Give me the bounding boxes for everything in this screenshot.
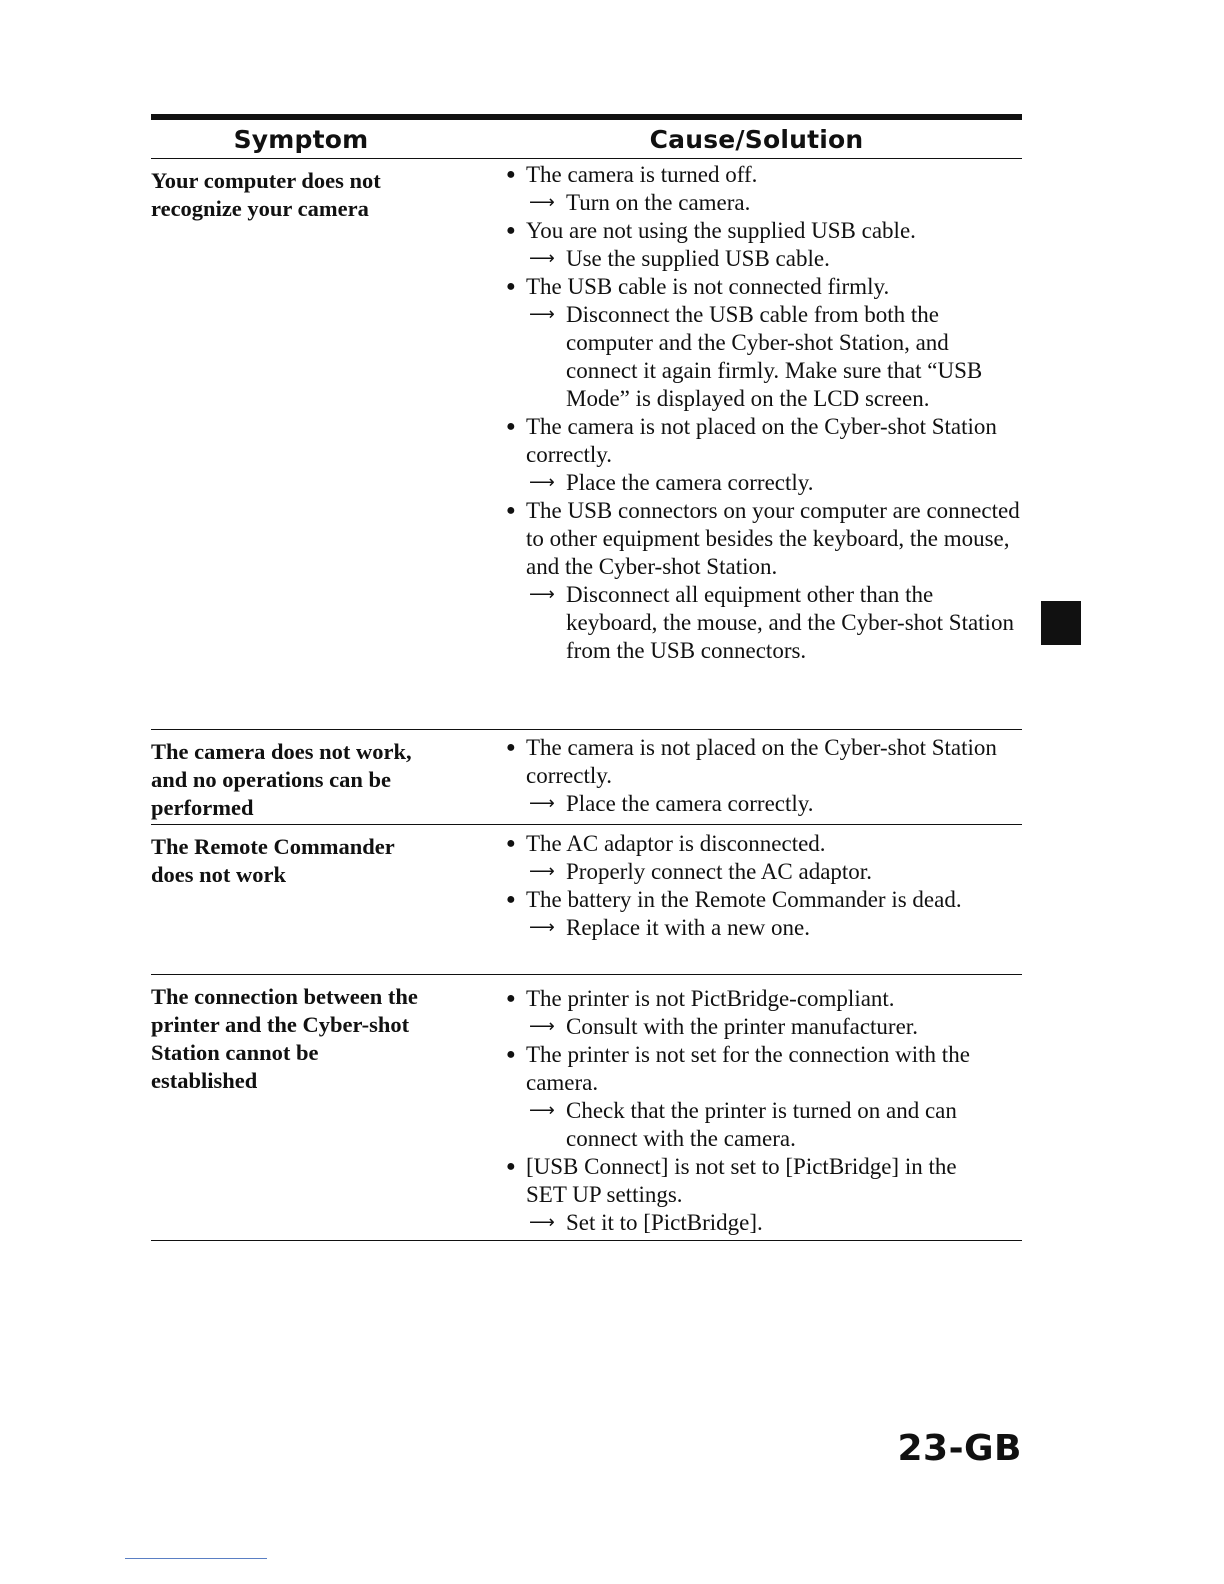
cause-item — [506, 217, 1022, 245]
bullet-icon: ● — [506, 166, 516, 183]
solution-item — [506, 1013, 1022, 1041]
solution-item — [506, 858, 966, 886]
cause-cell — [506, 730, 1022, 824]
bullet-icon: ● — [506, 222, 516, 239]
solution-item — [506, 301, 1022, 413]
bullet-icon: ● — [506, 418, 516, 435]
arrow-right-icon: ⟶ — [529, 1100, 555, 1121]
solution-item — [506, 1209, 1022, 1237]
footer-line — [125, 1558, 267, 1559]
cause-item — [506, 1041, 1022, 1097]
solution-item — [506, 245, 1022, 273]
solution-text: Place the camera correctly. — [566, 791, 814, 816]
arrow-right-icon: ⟶ — [529, 248, 555, 269]
arrow-right-icon: ⟶ — [529, 793, 555, 814]
cause-text: The printer is not PictBridge-compliant. — [526, 986, 895, 1011]
symptom-column-header: Symptom — [233, 124, 369, 154]
bullet-icon: ● — [506, 278, 516, 295]
solution-text: Disconnect the USB cable from both the computer and the Cyber-shot Station, and connect it again firmly. Make sure that “USB Mode” is displayed on the LCD screen. — [566, 302, 983, 411]
section-marker — [1041, 601, 1081, 645]
symptom-cell: The connection between the printer and the Cyber-shot Station cannot be established — [151, 984, 418, 1093]
cause-text: The camera is not placed on the Cyber-shot Station correctly. — [526, 735, 997, 788]
cause-item — [506, 830, 966, 858]
solution-item — [506, 469, 1022, 497]
arrow-right-icon: ⟶ — [529, 472, 555, 493]
cause-item — [506, 734, 1022, 790]
troubleshooting-table — [151, 114, 1022, 1241]
cause-cell — [506, 825, 966, 974]
table-header — [151, 120, 1022, 159]
cause-text: The USB connectors on your computer are connected to other equipment besides the keyboard, the mouse, and the Cyber-shot Station. — [526, 498, 1020, 579]
solution-item — [506, 790, 1022, 818]
cause-text: The camera is not placed on the Cyber-shot Station correctly. — [526, 414, 997, 467]
cause-text: The camera is turned off. — [526, 162, 758, 187]
table-row — [151, 825, 1022, 975]
bullet-icon: ● — [506, 891, 516, 908]
table-row — [151, 730, 1022, 825]
symptom-cell: The camera does not work, and no operations can be performed — [151, 739, 412, 820]
arrow-right-icon: ⟶ — [529, 917, 555, 938]
solution-text: Turn on the camera. — [566, 190, 751, 215]
arrow-right-icon: ⟶ — [529, 1212, 555, 1233]
cause-text: You are not using the supplied USB cable. — [526, 218, 916, 243]
cause-item — [506, 273, 1022, 301]
arrow-right-icon: ⟶ — [529, 304, 555, 325]
cause-item — [506, 1153, 996, 1209]
cause-item — [506, 413, 1022, 469]
arrow-right-icon: ⟶ — [529, 861, 555, 882]
bullet-icon: ● — [506, 1046, 516, 1063]
solution-text: Properly connect the AC adaptor. — [566, 859, 872, 884]
symptom-cell: Your computer does not recognize your camera — [151, 168, 381, 221]
page-number: 23-GB — [897, 1428, 1022, 1469]
cause-text: The USB cable is not connected firmly. — [526, 274, 890, 299]
solution-text: Place the camera correctly. — [566, 470, 814, 495]
arrow-right-icon: ⟶ — [529, 584, 555, 605]
solution-item — [506, 1097, 986, 1153]
cause-item — [506, 985, 1022, 1013]
bullet-icon: ● — [506, 502, 516, 519]
table-row — [151, 159, 1022, 730]
bullet-icon: ● — [506, 739, 516, 756]
solution-item — [506, 581, 1022, 665]
solution-text: Check that the printer is turned on and can connect with the camera. — [566, 1098, 957, 1151]
arrow-right-icon: ⟶ — [529, 1016, 555, 1037]
solution-item — [506, 914, 966, 942]
cause-cell — [506, 975, 1022, 1240]
cause-item — [506, 497, 1022, 581]
solution-text: Replace it with a new one. — [566, 915, 810, 940]
bullet-icon: ● — [506, 990, 516, 1007]
solution-text: Set it to [PictBridge]. — [566, 1210, 763, 1235]
solution-text: Disconnect all equipment other than the keyboard, the mouse, and the Cyber-shot Station from the USB connectors. — [566, 582, 1014, 663]
cause-cell — [506, 159, 1022, 729]
cause-column-header: Cause/Solution — [649, 124, 864, 154]
cause-text: The printer is not set for the connection with the camera. — [526, 1042, 970, 1095]
bullet-icon: ● — [506, 835, 516, 852]
cause-text: The AC adaptor is disconnected. — [526, 831, 826, 856]
solution-text: Consult with the printer manufacturer. — [566, 1014, 918, 1039]
cause-text: [USB Connect] is not set to [PictBridge] in the SET UP settings. — [526, 1154, 957, 1207]
symptom-cell: The Remote Commander does not work — [151, 834, 395, 887]
bullet-icon: ● — [506, 1158, 516, 1175]
solution-text: Use the supplied USB cable. — [566, 246, 830, 271]
cause-item — [506, 161, 1022, 189]
cause-text: The battery in the Remote Commander is dead. — [526, 887, 962, 912]
cause-item — [506, 886, 966, 914]
solution-item — [506, 189, 1022, 217]
arrow-right-icon: ⟶ — [529, 192, 555, 213]
table-row — [151, 975, 1022, 1241]
